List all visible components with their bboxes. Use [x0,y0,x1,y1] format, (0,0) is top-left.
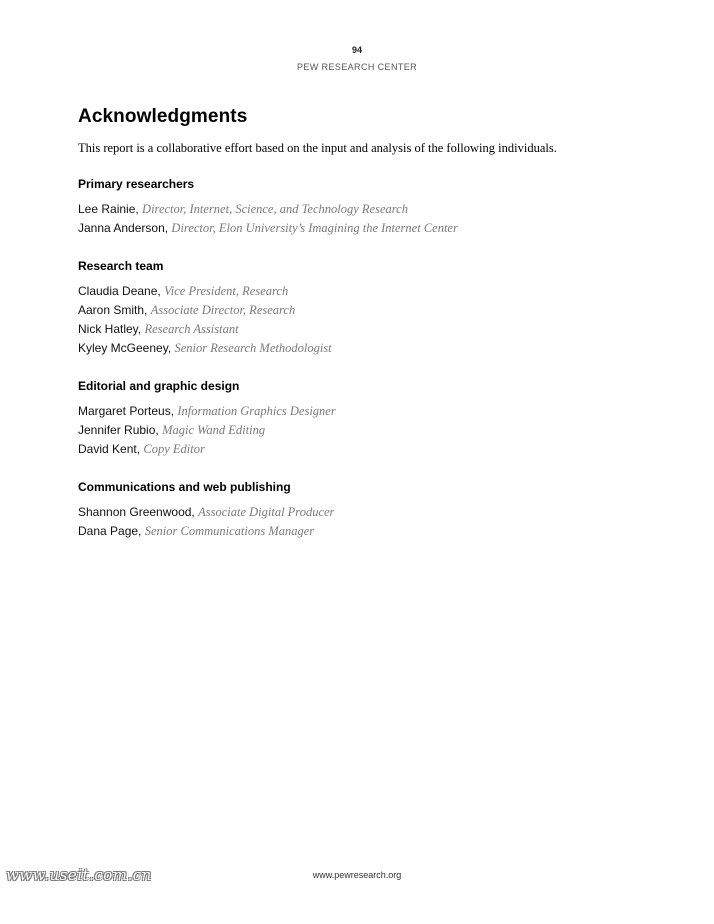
person-entry: Lee Rainie, Director, Internet, Science, and Technology Research [78,202,408,216]
person-role: Senior Research Methodologist [174,341,332,355]
person-name: Jennifer Rubio [78,423,156,437]
person-role: Director, Elon University’s Imagining the Internet Center [171,221,458,235]
section-primary-researchers [78,176,658,238]
person-entry: Margaret Porteus, Information Graphics Designer [78,404,336,418]
person-name: David Kent [78,442,137,456]
document-body [78,104,658,541]
person-entry: Janna Anderson, Director, Elon University’s Imagining the Internet Center [78,221,458,235]
person-name: Aaron Smith [78,303,145,317]
person-name: Shannon Greenwood [78,505,192,519]
person-entry: Jennifer Rubio, Magic Wand Editing [78,423,266,437]
person-name: Kyley McGeeney [78,341,168,355]
footer-url-link[interactable]: www.pewresearch.org [312,870,402,880]
person-entry: Kyley McGeeney, Senior Research Methodologist [78,341,332,355]
person-role: Director, Internet, Science, and Technology Research [142,202,408,216]
watermark: www.useit.com.cn [6,866,152,884]
section-heading: Primary researchers [78,177,195,191]
organization-name: PEW RESEARCH CENTER [296,62,418,72]
person-name: Lee Rainie [78,202,136,216]
person-name: Margaret Porteus [78,404,171,418]
section-editorial-design [78,378,658,459]
person-role: Copy Editor [143,442,205,456]
page-number: 94 [351,45,362,55]
person-role: Associate Digital Producer [198,505,335,519]
person-role: Senior Communications Manager [144,524,315,538]
person-name: Claudia Deane [78,284,158,298]
section-heading: Communications and web publishing [78,480,291,494]
section-heading: Research team [78,259,164,273]
person-role: Magic Wand Editing [162,423,266,437]
person-name: Nick Hatley [78,322,138,336]
person-name: Janna Anderson [78,221,165,235]
person-entry: Nick Hatley, Research Assistant [78,322,239,336]
person-entry: Shannon Greenwood, Associate Digital Producer [78,505,335,519]
person-entry: Claudia Deane, Vice President, Research [78,284,289,298]
section-communications [78,479,658,541]
person-role: Vice President, Research [164,284,289,298]
section-heading: Editorial and graphic design [78,379,240,393]
person-role: Associate Director, Research [150,303,296,317]
person-role: Information Graphics Designer [177,404,336,418]
person-entry: Aaron Smith, Associate Director, Research [78,303,296,317]
section-research-team [78,258,658,358]
intro-paragraph: This report is a collaborative effort based on the input and analysis of the following individuals. [78,141,557,155]
person-entry: Dana Page, Senior Communications Manager [78,524,315,538]
person-role: Research Assistant [144,322,239,336]
person-name: Dana Page [78,524,139,538]
page-title: Acknowledgments [78,106,248,127]
person-entry: David Kent, Copy Editor [78,442,205,456]
